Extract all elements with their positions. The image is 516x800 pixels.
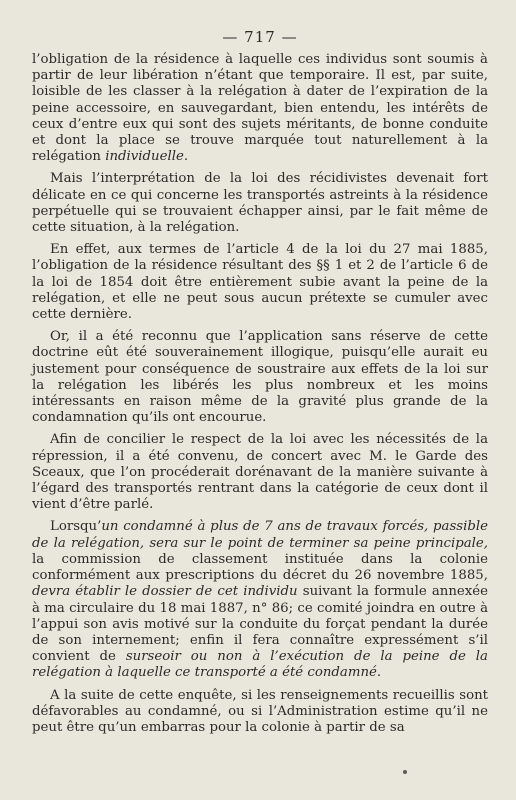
text-segment: Mais l’interprétation de la loi des récidivistes devenait fort délicate en ce qui concerne les transportés astreints à la résidence perpétuelle qui se trouvaient échapper ainsi, par le fait même de cette situation, à la relégation. <box>32 171 488 236</box>
italic-text: devra établir le dossier de cet individu <box>32 584 298 600</box>
italic-text: surseoir ou non à l’exécution de la peine de la relégation à laquelle ce transporté a été condamné. <box>32 649 488 681</box>
text-segment: Lorsqu’ <box>50 519 102 535</box>
text-segment: Or, il a été reconnu que l’application sans réserve de cette doctrine eût été souverainement illogique, puisqu’elle aurait eu justement pour conséquence de soustraire aux effets de la loi sur la relégation les libérés les plus nombreux et les moins intéressants en raison même de la gravité plus grande de la condamnation qu’ils ont encourue. <box>32 329 488 426</box>
italic-text: un condamné à plus de 7 ans de travaux forcés, passible de la relégation, sera sur le point de terminer sa peine principale, <box>32 519 488 551</box>
italic-text: individuelle <box>105 149 184 165</box>
text-segment: . <box>183 149 189 165</box>
text-segment: Afin de concilier le respect de la loi avec les nécessités de la répression, il a été convenu, de concert avec M. le Garde des Sceaux, que l’on procéderait dorénavant de la manière suivante à l’égard des transportés rentrant dans la catégorie de ceux dont il vient d’être parlé. <box>32 432 488 513</box>
text-segment: A la suite de cette enquête, si les renseignements recueillis sont défavorables au condamné, ou si l’Administration estime qu’il ne peut être qu’un embarras pour la colonie à partir de sa <box>32 687 488 735</box>
body-text <box>32 52 488 736</box>
paragraph <box>32 519 488 681</box>
text-segment: la commission de classement instituée dans la colonie conformément aux prescriptions du décret du 26 novembre 1885, <box>32 551 488 584</box>
paragraph <box>32 688 488 737</box>
paragraph <box>32 432 488 513</box>
paragraph <box>32 171 488 236</box>
text-segment: suivant la formule annexée à ma circulaire du 18 mai 1887, n° 86; ce comité joindra en outre à l’appui son avis motivé sur la conduite du forçat pendant la durée de son internement; enfin il fera connaître expressément s’il convient de <box>32 584 488 665</box>
ink-spot <box>403 770 407 774</box>
page-number: — 717 — <box>222 28 298 46</box>
paragraph <box>32 329 488 426</box>
paragraph <box>32 52 488 165</box>
text-segment: l’obligation de la résidence à laquelle ces individus sont soumis à partir de leur libération n’étant que temporaire. Il est, par suite, loisible de les classer à la relégation à dater de l’expiration de la peine accessoire, en sauvegardant, bien entendu, les intérêts de ceux d’entre eux qui sont des sujets méritants, de bonne conduite et dont la place se trouve marquée tout naturellement à la relégation <box>32 52 488 165</box>
text-segment: En effet, aux termes de l’article 4 de la loi du 27 mai 1885, l’obligation de la résidence résultant des §§ 1 et 2 de l’article 6 de la loi de 1854 doit être entièrement subie avant la peine de la relégation, et elle ne peut sous aucun prétexte se cumuler avec cette dernière. <box>32 242 488 323</box>
paragraph <box>32 242 488 323</box>
